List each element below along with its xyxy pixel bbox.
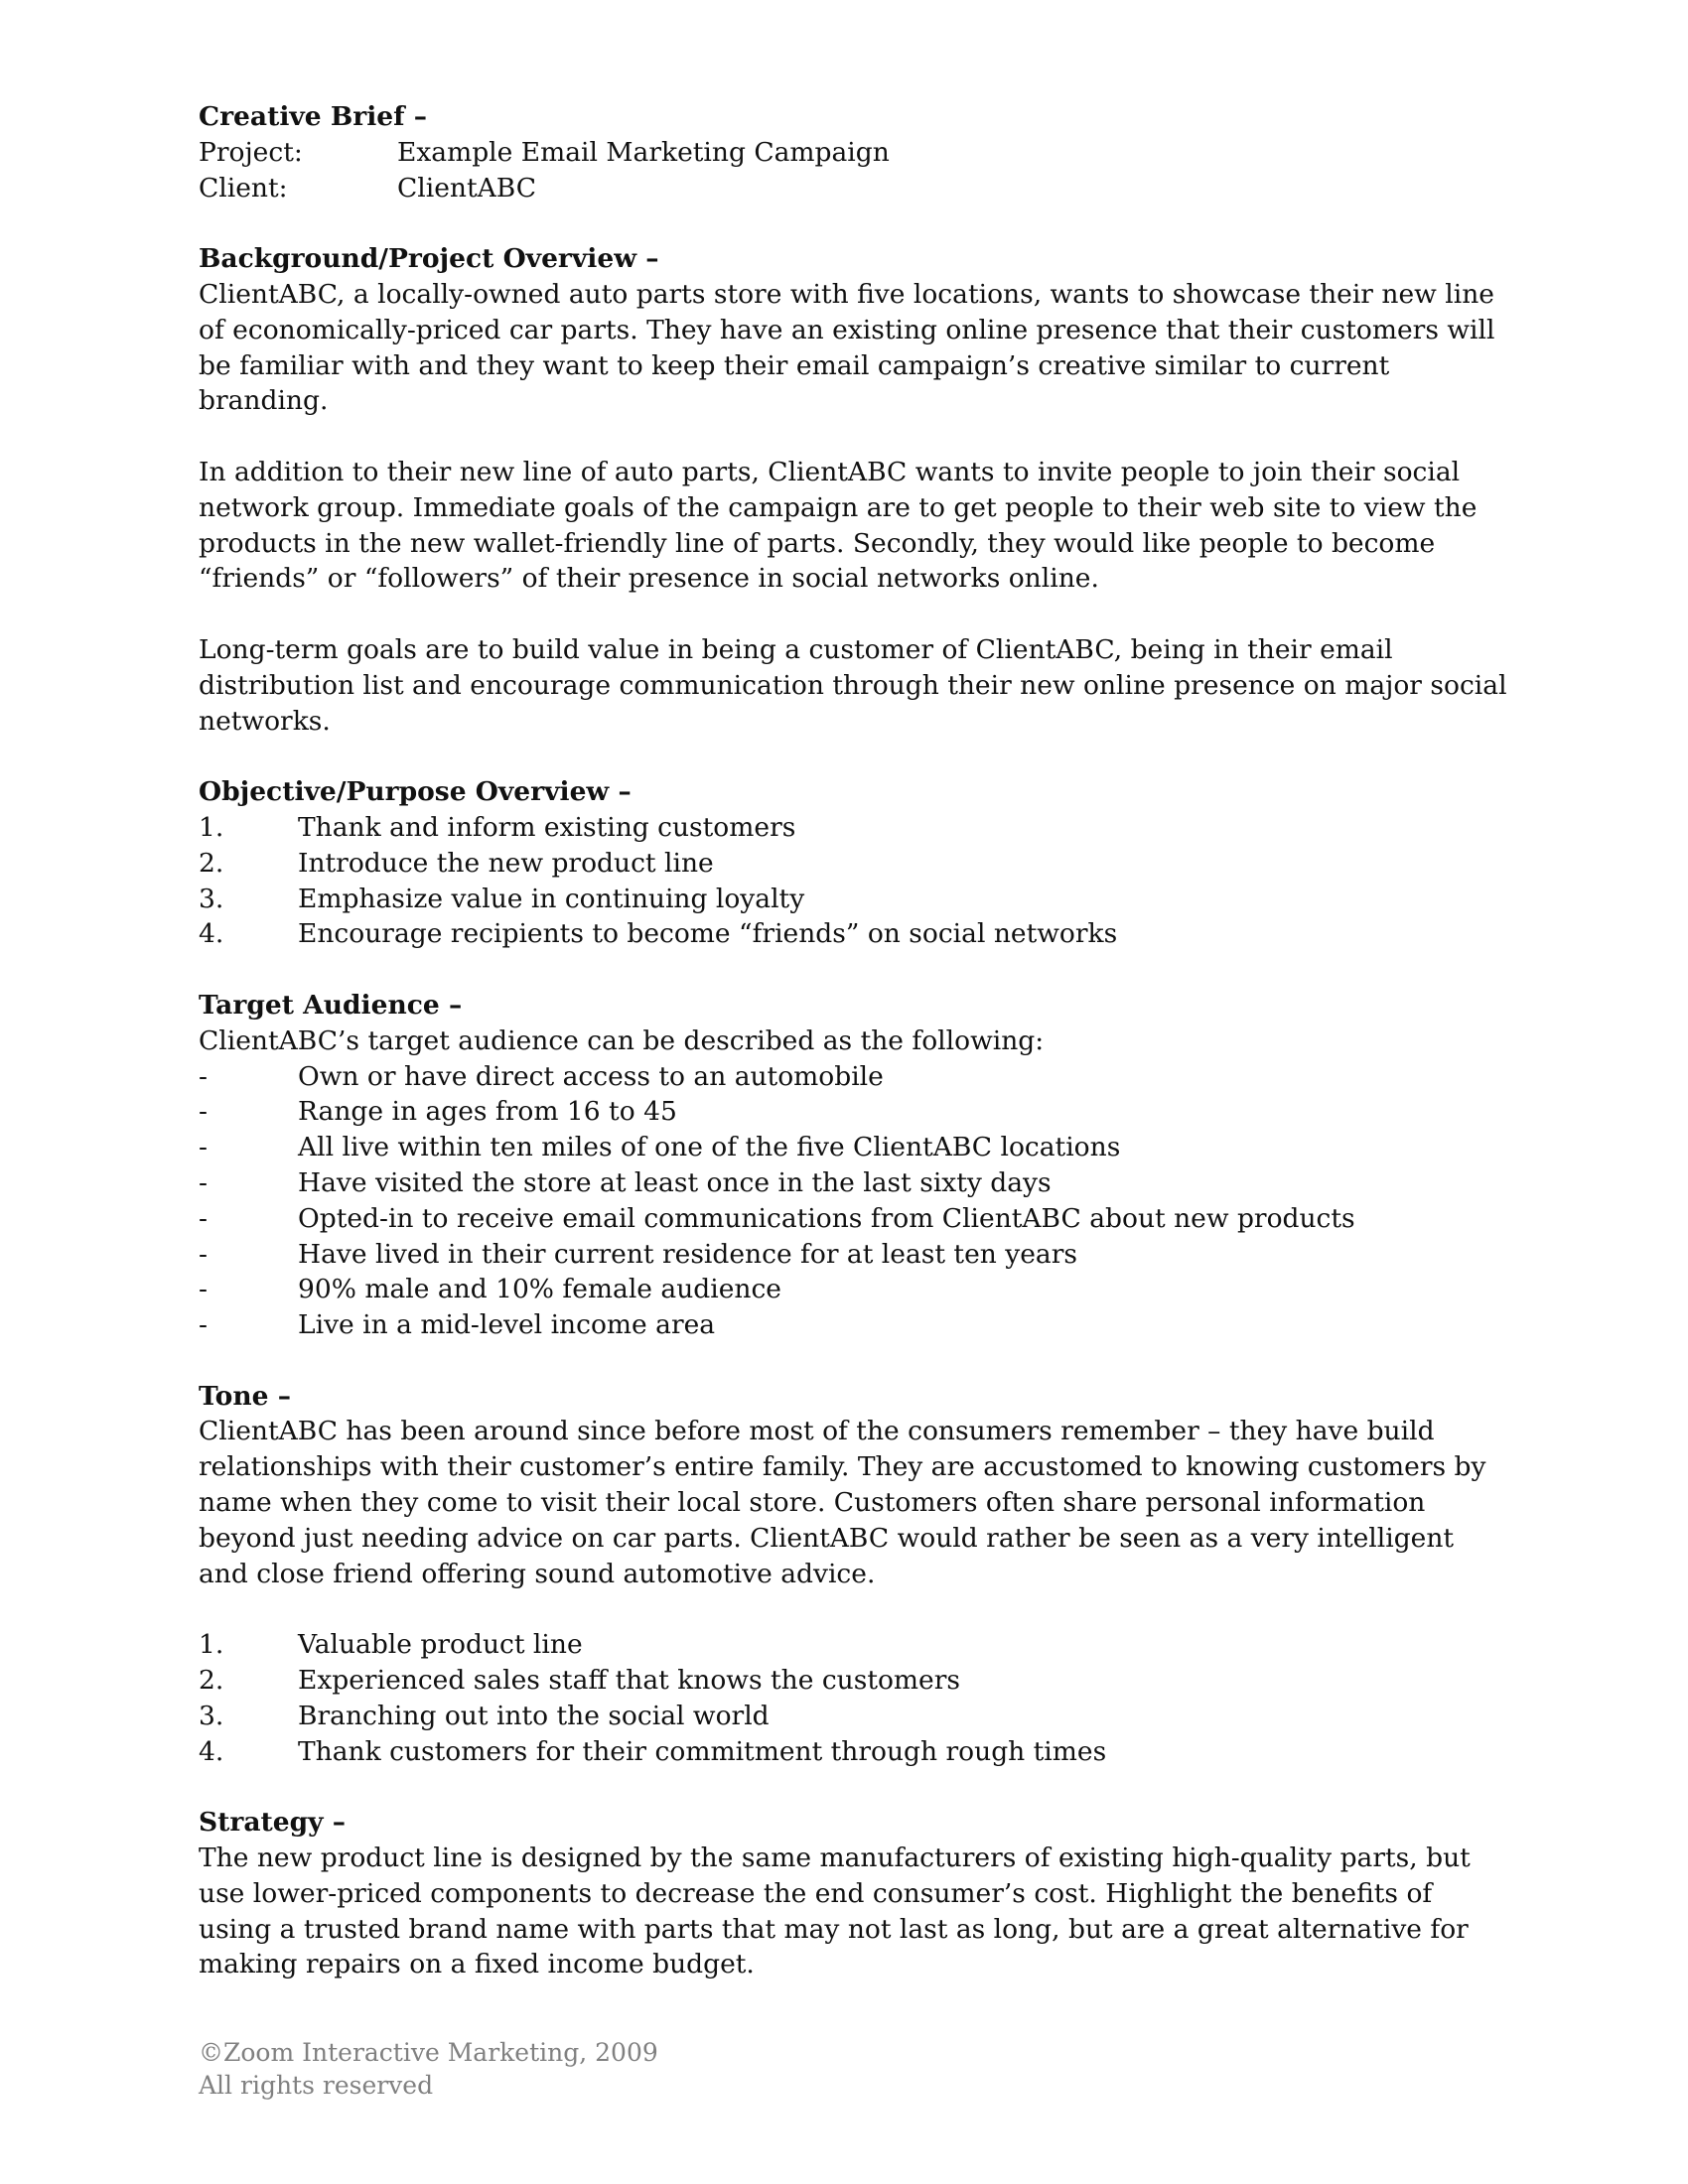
- list-item: [199, 1627, 1509, 1663]
- audience-heading: Target Audience –: [199, 989, 463, 1021]
- list-marker: 4.: [199, 1735, 224, 1767]
- list-item: [199, 1059, 1509, 1095]
- list-item: [199, 1130, 1509, 1165]
- list-marker: 3.: [199, 883, 224, 914]
- background-heading: Background/Project Overview –: [199, 243, 659, 275]
- footer: [199, 2036, 1509, 2102]
- list-item-text: Range in ages from 16 to 45: [298, 1096, 677, 1128]
- objective-list: [199, 810, 1509, 952]
- document-page: [199, 99, 1509, 2102]
- list-item: [199, 810, 1509, 846]
- list-item-text: Encourage recipients to become “friends” on social networks: [298, 918, 1118, 950]
- strategy-paragraph: The new product line is designed by the same manufacturers of existing high-quality parts, but use lower-priced components to decrease the end consumer’s cost. Highlight the benefits of using a trusted brand name with parts that may not last as long, but are a great alternative for making repairs on a fixed income budget.: [199, 1843, 1471, 1980]
- footer-rights: All rights reserved: [199, 2071, 434, 2101]
- list-item: [199, 846, 1509, 882]
- objective-heading: Objective/Purpose Overview –: [199, 776, 632, 808]
- list-marker: 3.: [199, 1700, 224, 1731]
- list-marker: -: [199, 1096, 208, 1128]
- list-marker: -: [199, 1132, 208, 1163]
- list-item-text: Thank customers for their commitment through rough times: [298, 1735, 1107, 1767]
- list-item-text: Emphasize value in continuing loyalty: [298, 883, 805, 914]
- list-item-text: Have lived in their current residence for at least ten years: [298, 1238, 1077, 1270]
- strategy-heading: Strategy –: [199, 1807, 347, 1839]
- background-paragraph-1: ClientABC, a locally-owned auto parts store with five locations, wants to showcase their new line of economically-priced car parts. They have an existing online presence that their customers will be familiar with and they want to keep their email campaign’s creative similar to current branding.: [199, 278, 1495, 417]
- list-item-text: Thank and inform existing customers: [298, 811, 796, 843]
- list-item: [199, 1663, 1509, 1699]
- list-item: [199, 1307, 1509, 1343]
- project-row: [199, 135, 1509, 171]
- list-marker: -: [199, 1309, 208, 1341]
- list-item: [199, 916, 1509, 952]
- list-marker: -: [199, 1060, 208, 1092]
- list-marker: -: [199, 1202, 208, 1234]
- list-marker: -: [199, 1238, 208, 1270]
- list-item-text: Introduce the new product line: [298, 847, 714, 879]
- list-item-text: Experienced sales staff that knows the customers: [298, 1665, 961, 1697]
- footer-copyright: ©Zoom Interactive Marketing, 2009: [199, 2038, 658, 2068]
- audience-intro: ClientABC’s target audience can be described as the following:: [199, 1024, 1045, 1056]
- list-marker: -: [199, 1274, 208, 1305]
- list-item-text: Own or have direct access to an automobile: [298, 1060, 884, 1092]
- client-value: ClientABC: [397, 172, 537, 204]
- list-marker: 2.: [199, 847, 224, 879]
- list-item: [199, 1094, 1509, 1130]
- list-item-text: Valuable product line: [298, 1629, 583, 1661]
- tone-paragraph: ClientABC has been around since before most of the consumers remember – they have build relationships with their customer’s entire family. They are accustomed to knowing customers by name when they come to visit their local store. Customers often share personal information beyond just needing advice on car parts. ClientABC would rather be seen as a very intelligent and close friend offering sound automotive advice.: [199, 1416, 1486, 1589]
- list-item-text: Opted-in to receive email communications from ClientABC about new products: [298, 1202, 1355, 1234]
- list-item: [199, 882, 1509, 917]
- client-row: [199, 171, 1509, 206]
- list-item-text: Live in a mid-level income area: [298, 1309, 716, 1341]
- brief-title: Creative Brief –: [199, 101, 428, 132]
- project-label: Project:: [199, 136, 303, 168]
- list-marker: -: [199, 1166, 208, 1198]
- list-item-text: All live within ten miles of one of the five ClientABC locations: [298, 1132, 1121, 1163]
- list-item-text: Branching out into the social world: [298, 1700, 770, 1731]
- project-value: Example Email Marketing Campaign: [397, 136, 890, 168]
- list-item: [199, 1165, 1509, 1201]
- list-marker: 4.: [199, 918, 224, 950]
- list-item: [199, 1237, 1509, 1273]
- list-item: [199, 1201, 1509, 1237]
- list-item: [199, 1272, 1509, 1307]
- tone-heading: Tone –: [199, 1380, 291, 1412]
- list-item-text: 90% male and 10% female audience: [298, 1274, 781, 1305]
- background-paragraph-3: Long-term goals are to build value in being a customer of ClientABC, being in their email distribution list and encourage communication through their new online presence on major social networks.: [199, 633, 1507, 737]
- background-paragraph-2: In addition to their new line of auto parts, ClientABC wants to invite people to join their social network group. Immediate goals of the campaign are to get people to their web site to view the products in the new wallet-friendly line of parts. Secondly, they would like people to become “friends” or “followers” of their presence in social networks online.: [199, 456, 1477, 595]
- client-label: Client:: [199, 172, 288, 204]
- tone-list: [199, 1627, 1509, 1769]
- list-marker: 1.: [199, 1629, 224, 1661]
- list-item: [199, 1734, 1509, 1770]
- list-item-text: Have visited the store at least once in the last sixty days: [298, 1166, 1052, 1198]
- audience-list: [199, 1059, 1509, 1343]
- list-marker: 1.: [199, 811, 224, 843]
- list-marker: 2.: [199, 1665, 224, 1697]
- list-item: [199, 1699, 1509, 1734]
